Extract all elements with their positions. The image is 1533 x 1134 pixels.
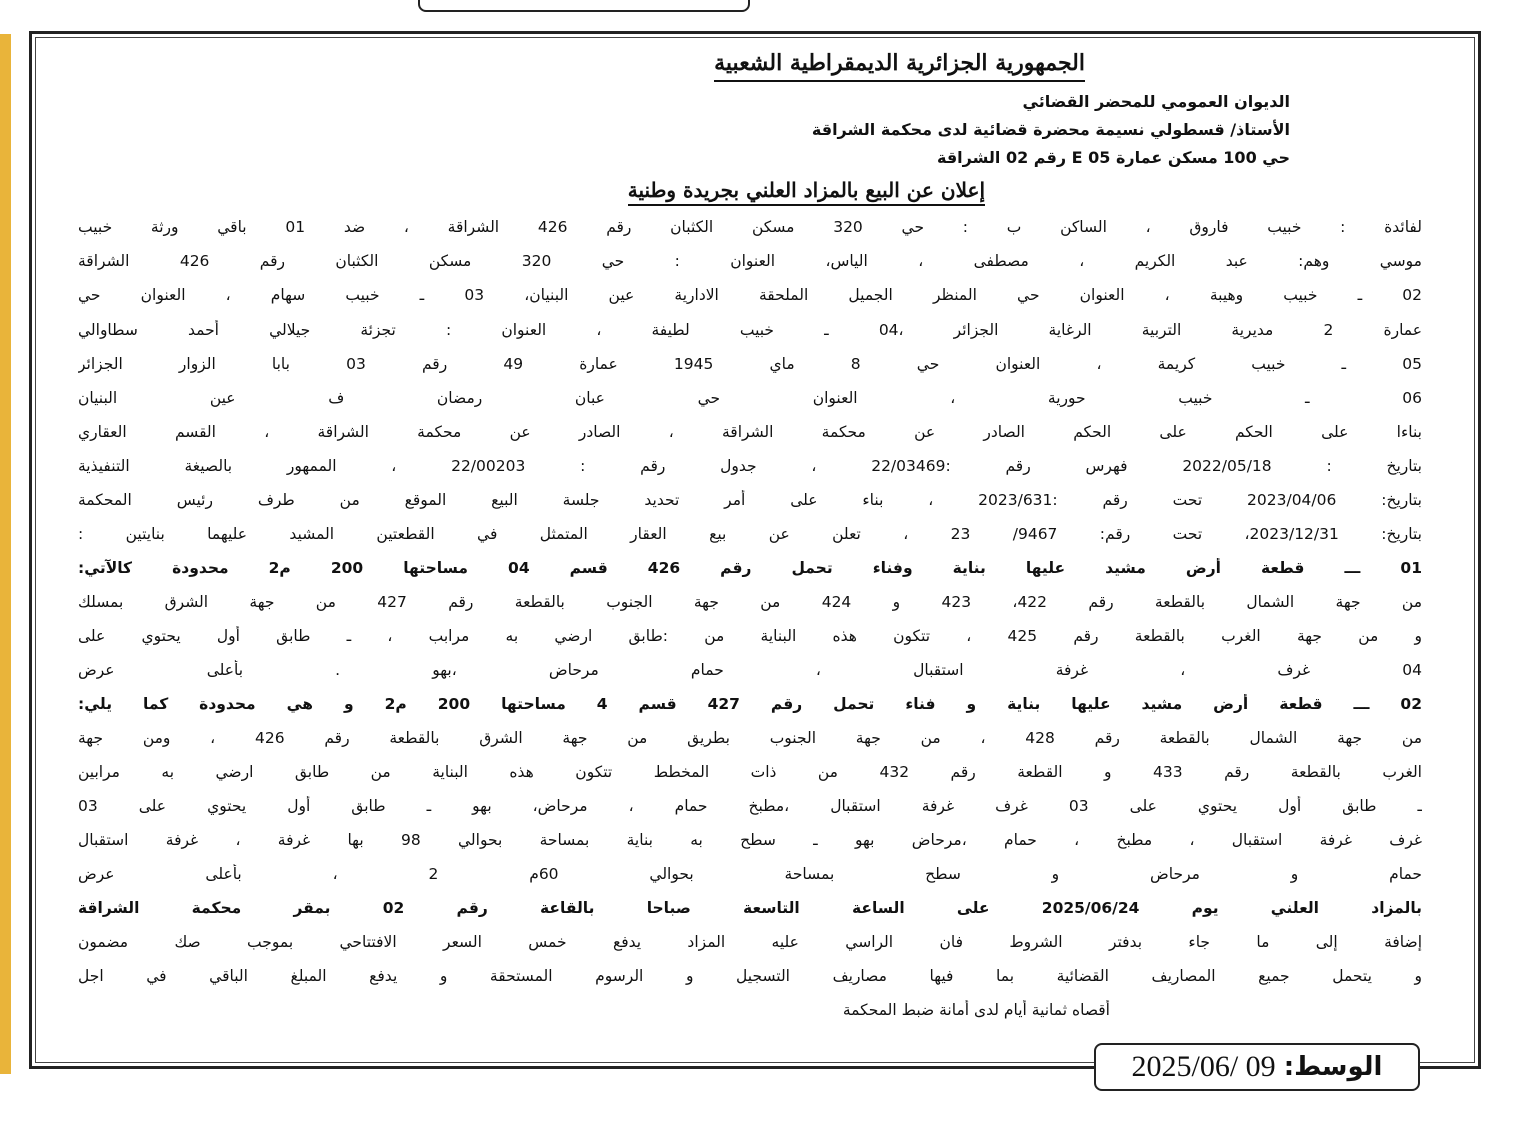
body-line: الغرب بالقطعة رقم 433 و القطعة رقم 432 من ذات المخطط تتكون هذه البناية من طابق ارضي به مرابين	[78, 763, 1422, 781]
newspaper-name: الوسط:	[1283, 1052, 1383, 1082]
body-line: أقصاه ثمانية أيام لدى أمانة ضبط المحكمة	[842, 1001, 1110, 1019]
legal-notice	[60, 40, 1440, 1040]
body-line: و من جهة الغرب بالقطعة رقم 425 ، تتكون هذه البناية من :طابق ارضي به مرابب ، ـ طابق أول يحتوي على	[78, 627, 1422, 645]
body-line: 02 ـ خبيب وهيبة ، العنوان حي المنظر الجميل الملحقة الادارية عين البنيان، 03 ـ خبيب سهام ، العنوان حي	[78, 286, 1422, 304]
body-line: 04 غرف ، غرفة استقبال ، حمام مرحاض ،بهو . بأعلى عرض	[78, 661, 1422, 679]
body-line: لفائدة : خبيب فاروق ، الساكن ب : حي 320 مسكن الكثبان رقم 426 الشراقة ، ضد 01 باقي ورثة خبيب	[78, 218, 1422, 236]
body-line: إضافة إلى ما جاء بدفتر الشروط فان الراسي عليه المزاد يدفع خمس السعر الافتتاحي بموجب صك مضمون	[78, 933, 1422, 951]
body-line: ـ طابق أول يحتوي على 03 غرف غرفة استقبال ،مطبخ حمام ، مرحاض، بهو ـ طابق أول يحتوي على 03	[78, 797, 1422, 815]
body-line: موسي وهم: عبد الكريم ، مصطفى ، الياس، العنوان : حي 320 مسكن الكثبان رقم 426 الشراقة	[78, 252, 1422, 270]
body-line: بالمزاد العلني يوم 2025/06/24 على الساعة التاسعة صباحا بالقاعة رقم 02 بمقر محكمة الشراقة	[78, 899, 1422, 917]
body-line: من جهة الشمال بالقطعة رقم 428 ، من جهة الجنوب بطريق من جهة الشرق بالقطعة رقم 426 ، ومن جهة	[78, 729, 1422, 747]
body-line: غرف غرفة استقبال ، مطبخ ، حمام ،مرحاض بهو ـ سطح به بناية بمساحة بحوالي 98 بها غرفة ، غرفة استقبال	[78, 831, 1422, 849]
body-line: بتاريخ : 2022/05/18 فهرس رقم :22/03469 ، جدول رقم : 22/00203 ، الممهور بالصيغة التنفيذية	[78, 457, 1422, 475]
bailiff-line: الأستاذ/ قسطولي نسيمة محضرة قضائية لدى محكمة الشراقة	[811, 120, 1290, 139]
body-line: من جهة الشمال بالقطعة رقم 422، 423 و 424 من جهة الجنوب بالقطعة رقم 427 من جهة الشرق بمسلك	[78, 593, 1422, 611]
body-line: و يتحمل جميع المصاريف القضائية بما فيها مصاريف التسجيل و الرسوم المستحقة و يدفع المبلغ الباقي في اجل	[78, 967, 1422, 985]
body-line: 01 ـــ قطعة أرض مشيد عليها بناية وفناء تحمل رقم 426 قسم 04 مساحتها 200 م2 محدودة كالآتي:	[78, 559, 1422, 577]
republic-title: الجمهورية الجزائرية الديمقراطية الشعبية	[714, 50, 1085, 82]
body-line: بناءا على الحكم على الحكم الصادر عن محكمة الشراقة ، الصادر عن محكمة الشراقة ، القسم العقاري	[78, 423, 1422, 441]
address-line: حي 100 مسكن عمارة E 05 رقم 02 الشراقة	[937, 148, 1290, 167]
body-line: عمارة 2 مديرية التربية الرغاية الجزائر ،04 ـ خبيب لطيفة ، العنوان : تجزئة جيلالي أحمد سطاوالي	[78, 321, 1422, 339]
body-line: 06 ـ خبيب حورية ، العنوان حي عبان رمضان ف عين البنيان	[78, 389, 1422, 407]
body-line: 02 ـــ قطعة أرض مشيد عليها بناية و فناء تحمل رقم 427 قسم 4 مساحتها 200 م2 و هي محدودة كما يلي:	[78, 695, 1422, 713]
body-line: بتاريخ: 2023/04/06 تحت رقم :2023/631 ، بناء على أمر تحديد جلسة البيع الموقع من طرف رئيس المحكمة	[78, 491, 1422, 509]
office-line: الديوان العمومي للمحضر القضائي	[1022, 92, 1290, 111]
publication-date: 2025/06/ 09	[1131, 1050, 1276, 1083]
body-line: 05 ـ خبيب كريمة ، العنوان حي 8 ماي 1945 عمارة 49 رقم 03 بابا الزوار الجزائر	[78, 355, 1422, 373]
page-edge-accent	[0, 34, 11, 1074]
body-line: حمام و مرحاض و سطح بمساحة بحوالي 60م 2 ، بأعلى عرض	[78, 865, 1422, 883]
ad-title: إعلان عن البيع بالمزاد العلني بجريدة وطنية	[628, 178, 985, 206]
body-line: بتاريخ: 2023/12/31، تحت رقم: 9467/ 23 ، تعلن عن بيع العقار المتمثل في القطعتين المشيد عليهما بنايتين :	[78, 525, 1422, 543]
top-label-box	[418, 0, 750, 12]
publication-footer	[1094, 1043, 1420, 1091]
